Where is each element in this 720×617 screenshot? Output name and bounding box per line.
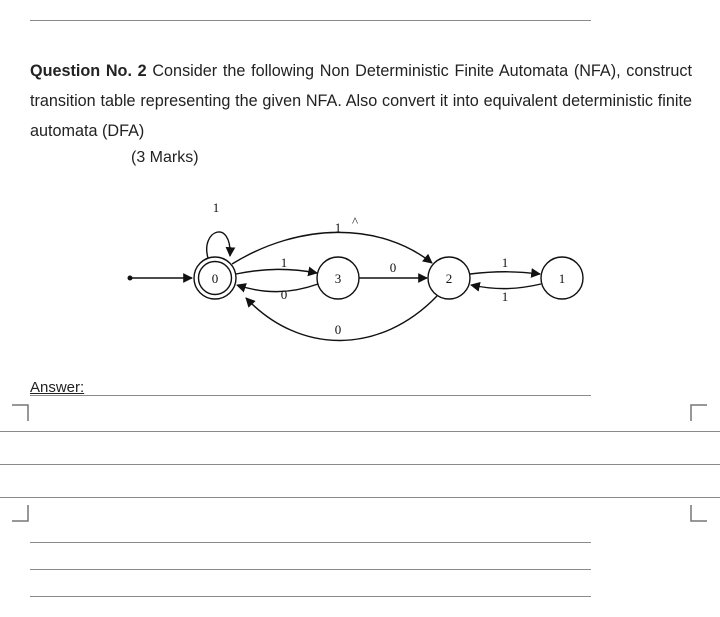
edge-0-to-2-top-lambda: ^ [351,214,359,229]
edge-3-to-0 [237,284,318,292]
selection-corner-top-left [12,404,30,422]
state-2-label: 2 [445,271,453,286]
selection-corner-bottom-right [690,505,708,523]
edge-1-to-2-label: 1 [501,289,509,304]
edge-3-to-2-label: 0 [389,260,397,275]
edge-2-to-0-bottom [246,296,437,341]
state-3-label: 3 [334,271,342,286]
answer-line-6 [30,569,591,570]
self-loop-0-label: 1 [212,200,220,215]
state-3 [317,257,359,299]
edge-0-to-3 [236,269,317,274]
state-0 [194,257,236,299]
state-0-label: 0 [211,271,219,286]
answer-line-3 [0,464,720,465]
edge-1-to-2 [471,284,541,289]
answer-line-2 [0,431,720,432]
edge-0-to-2-top-label: 1 [334,220,342,235]
answer-line-7 [30,596,591,597]
state-2 [428,257,470,299]
state-1-label: 1 [558,271,566,286]
edge-2-to-0-bottom-label: 0 [334,322,342,337]
self-loop-0 [207,232,230,258]
edge-3-to-0-label: 0 [280,287,288,302]
question-marks: (3 Marks) [131,149,199,166]
question-body: Consider the following Non Deterministic Finite Automata (NFA), construct transition table representing the given NFA. Also convert it into equivalent deterministic finite automata (DFA) [30,62,692,140]
answer-label: Answer: [30,379,85,396]
selection-corner-bottom-left [12,505,30,523]
edge-2-to-1 [470,272,540,274]
answer-line-5 [30,542,591,543]
state-1 [541,257,583,299]
answer-line-1 [30,395,591,396]
edge-0-to-3-label: 1 [280,255,288,270]
edge-2-to-1-label: 1 [501,255,509,270]
question-label: Question No. 2 [30,62,147,80]
selection-corner-top-right [690,404,708,422]
answer-line-4 [0,497,720,498]
